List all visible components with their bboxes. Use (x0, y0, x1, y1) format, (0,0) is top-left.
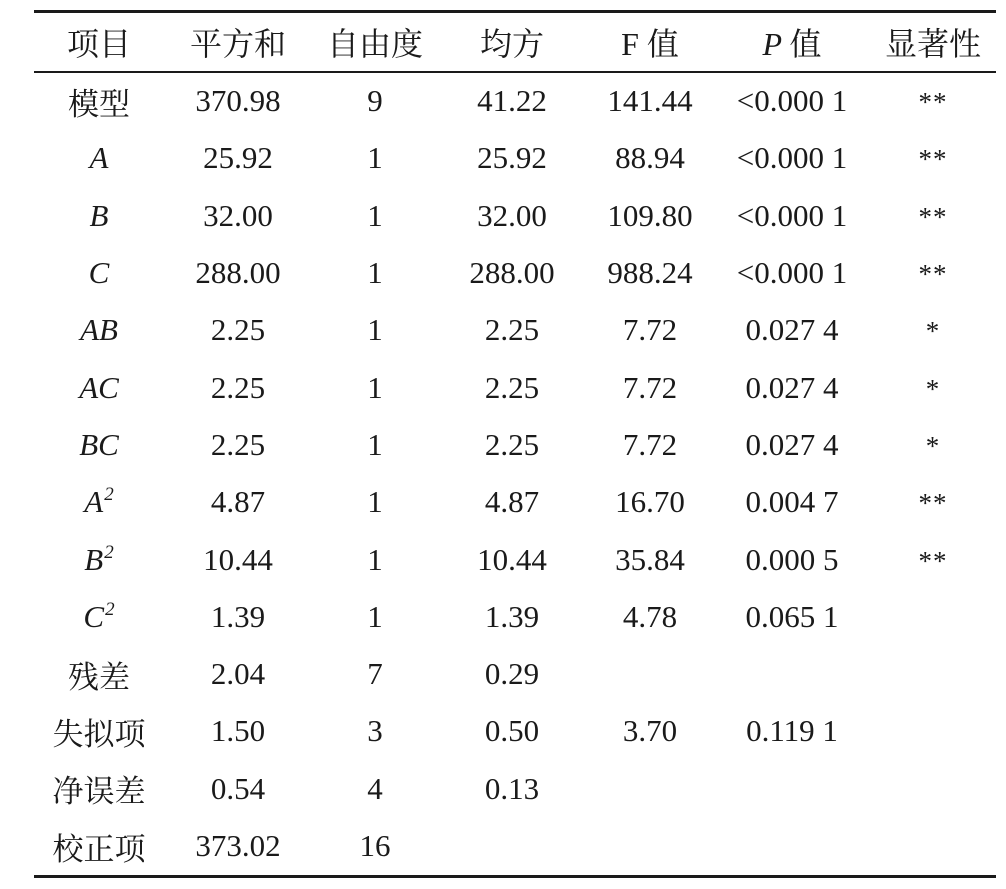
row-p-value-cell (714, 703, 870, 760)
row-degrees-of-freedom-value: 4 (367, 770, 383, 806)
row-significance-cell (870, 359, 996, 416)
row-mean-square-value: 0.50 (484, 713, 540, 749)
row-degrees-of-freedom-value: 1 (367, 312, 383, 348)
row-sum-of-squares-cell (164, 73, 312, 130)
row-degrees-of-freedom-cell (312, 187, 438, 244)
header-p-label: 值 (789, 26, 822, 62)
table-body (34, 73, 996, 875)
row-sum-of-squares-cell (164, 817, 312, 874)
row-p-value-value: 0.000 5 (745, 541, 839, 577)
header-sum-of-squares: 平方和 (189, 26, 286, 62)
row-item-superscript: 2 (104, 541, 114, 563)
row-sum-of-squares-value: 4.87 (210, 484, 266, 520)
row-significance-cell (870, 302, 996, 359)
row-f-value-cell (586, 645, 714, 702)
row-degrees-of-freedom-cell (312, 416, 438, 473)
row-item-cell (34, 817, 164, 874)
row-p-value-cell (714, 130, 870, 187)
row-f-value-cell (586, 760, 714, 817)
row-item-superscript: 2 (105, 598, 115, 620)
table-row (34, 531, 996, 588)
row-degrees-of-freedom-value: 1 (367, 484, 383, 520)
row-mean-square-value: 2.25 (484, 426, 540, 462)
row-f-value-value: 4.78 (622, 598, 678, 634)
row-sum-of-squares-cell (164, 302, 312, 359)
row-f-value-cell (586, 244, 714, 301)
row-p-value-value: <0.000 1 (736, 140, 848, 176)
row-f-value-cell (586, 703, 714, 760)
table-row (34, 588, 996, 645)
row-degrees-of-freedom-cell (312, 588, 438, 645)
row-degrees-of-freedom-cell (312, 73, 438, 130)
row-mean-square-value: 1.39 (484, 598, 540, 634)
row-p-value-value: 0.119 1 (746, 713, 838, 749)
row-p-value-cell (714, 359, 870, 416)
row-p-value-value: <0.000 1 (736, 255, 848, 291)
row-sum-of-squares-value: 2.25 (210, 312, 266, 348)
row-mean-square-cell (438, 645, 586, 702)
row-item-cell (34, 130, 164, 187)
row-item-label: 模型 (68, 86, 130, 122)
row-p-value-cell (714, 416, 870, 473)
row-p-value-cell (714, 588, 870, 645)
row-mean-square-cell (438, 474, 586, 531)
row-f-value-cell (586, 73, 714, 130)
row-mean-square-cell (438, 817, 586, 874)
row-f-value-cell (586, 302, 714, 359)
row-mean-square-cell (438, 187, 586, 244)
row-item-label: 残差 (68, 659, 130, 695)
row-p-value-cell (714, 817, 870, 874)
row-degrees-of-freedom-cell (312, 359, 438, 416)
row-f-value-cell (586, 130, 714, 187)
row-significance-cell (870, 130, 996, 187)
row-p-value-value: 0.027 4 (745, 312, 839, 348)
row-item-cell (34, 588, 164, 645)
row-degrees-of-freedom-cell (312, 760, 438, 817)
row-significance-cell (870, 645, 996, 702)
row-significance-cell (870, 760, 996, 817)
row-significance-value: ** (918, 201, 948, 232)
row-item-cell (34, 73, 164, 130)
row-item-label: A (84, 484, 104, 520)
row-mean-square-cell (438, 760, 586, 817)
row-f-value-value: 35.84 (615, 541, 685, 577)
row-item-label: 净误差 (52, 774, 146, 810)
row-mean-square-value: 288.00 (469, 255, 555, 291)
row-f-value-cell (586, 531, 714, 588)
row-item-label: C (83, 598, 105, 634)
table-row (34, 703, 996, 760)
row-p-value-value: <0.000 1 (736, 197, 848, 233)
row-f-value-cell (586, 416, 714, 473)
table-row (34, 302, 996, 359)
row-significance-cell (870, 416, 996, 473)
row-sum-of-squares-value: 288.00 (195, 255, 281, 291)
row-item-cell (34, 416, 164, 473)
row-f-value-cell (586, 359, 714, 416)
row-p-value-cell (714, 760, 870, 817)
header-p-value (714, 13, 870, 71)
row-mean-square-cell (438, 302, 586, 359)
header-p-letter: P (762, 26, 790, 62)
row-item-label: BC (79, 426, 119, 462)
row-degrees-of-freedom-value: 1 (367, 140, 383, 176)
row-p-value-cell (714, 73, 870, 130)
row-mean-square-cell (438, 416, 586, 473)
table-row (34, 130, 996, 187)
row-sum-of-squares-cell (164, 474, 312, 531)
row-item-label: 失拟项 (52, 716, 146, 752)
row-f-value-value: 109.80 (607, 197, 693, 233)
row-mean-square-cell (438, 359, 586, 416)
table-row (34, 416, 996, 473)
row-item-cell (34, 645, 164, 702)
row-degrees-of-freedom-cell (312, 703, 438, 760)
row-mean-square-cell (438, 531, 586, 588)
row-significance-value: ** (918, 545, 948, 576)
row-degrees-of-freedom-value: 7 (367, 656, 383, 692)
row-mean-square-value: 0.13 (484, 770, 540, 806)
row-sum-of-squares-value: 1.50 (210, 713, 266, 749)
row-mean-square-value: 32.00 (477, 197, 547, 233)
row-degrees-of-freedom-value: 1 (367, 255, 383, 291)
row-item-superscript: 2 (104, 484, 114, 506)
anova-table-container (34, 10, 996, 878)
row-sum-of-squares-value: 2.25 (210, 426, 266, 462)
row-item-label: B (84, 541, 104, 577)
row-degrees-of-freedom-cell (312, 531, 438, 588)
row-sum-of-squares-value: 32.00 (203, 197, 273, 233)
row-f-value-cell (586, 588, 714, 645)
row-significance-value: * (925, 316, 941, 347)
row-mean-square-value: 25.92 (477, 140, 547, 176)
row-f-value-value: 141.44 (607, 83, 693, 119)
row-f-value-cell (586, 187, 714, 244)
row-mean-square-cell (438, 244, 586, 301)
row-p-value-value: 0.065 1 (745, 598, 839, 634)
row-item-cell (34, 531, 164, 588)
row-f-value-value: 7.72 (622, 426, 678, 462)
row-item-cell (34, 760, 164, 817)
row-f-value-cell (586, 474, 714, 531)
row-mean-square-value: 10.44 (477, 541, 547, 577)
row-degrees-of-freedom-value: 1 (367, 541, 383, 577)
row-item-label: AC (79, 369, 119, 405)
row-f-value-value: 3.70 (622, 713, 678, 749)
row-degrees-of-freedom-cell (312, 244, 438, 301)
row-sum-of-squares-value: 0.54 (210, 770, 266, 806)
row-item-label: B (89, 197, 109, 233)
row-mean-square-value: 2.25 (484, 369, 540, 405)
row-sum-of-squares-cell (164, 359, 312, 416)
row-sum-of-squares-value: 370.98 (195, 83, 281, 119)
row-significance-cell (870, 73, 996, 130)
row-degrees-of-freedom-value: 9 (367, 83, 383, 119)
row-significance-value: * (925, 430, 941, 461)
row-significance-cell (870, 244, 996, 301)
row-item-label: C (88, 255, 110, 291)
header-item: 项目 (66, 26, 131, 62)
row-item-label: 校正项 (52, 831, 146, 867)
row-sum-of-squares-cell (164, 130, 312, 187)
row-p-value-value: <0.000 1 (736, 83, 848, 119)
table-row (34, 187, 996, 244)
row-p-value-cell (714, 244, 870, 301)
row-item-label: AB (80, 312, 118, 348)
row-f-value-value: 7.72 (622, 369, 678, 405)
table-row (34, 359, 996, 416)
row-mean-square-cell (438, 703, 586, 760)
anova-table (34, 13, 996, 875)
row-sum-of-squares-cell (164, 645, 312, 702)
row-degrees-of-freedom-cell (312, 817, 438, 874)
row-significance-cell (870, 474, 996, 531)
row-degrees-of-freedom-value: 1 (367, 197, 383, 233)
row-f-value-value: 7.72 (622, 312, 678, 348)
row-mean-square-cell (438, 130, 586, 187)
table-row (34, 244, 996, 301)
row-degrees-of-freedom-value: 16 (359, 828, 391, 863)
row-sum-of-squares-cell (164, 531, 312, 588)
row-item-cell (34, 302, 164, 359)
row-sum-of-squares-cell (164, 760, 312, 817)
row-sum-of-squares-cell (164, 703, 312, 760)
row-degrees-of-freedom-value: 3 (367, 713, 383, 749)
table-row (34, 474, 996, 531)
row-mean-square-value: 41.22 (477, 83, 547, 119)
header-mean-square: 均方 (479, 26, 544, 62)
header-f-value: F 值 (621, 26, 679, 62)
row-sum-of-squares-cell (164, 416, 312, 473)
row-item-cell (34, 244, 164, 301)
row-sum-of-squares-value: 1.39 (210, 598, 266, 634)
row-mean-square-value: 4.87 (484, 484, 540, 520)
row-mean-square-cell (438, 73, 586, 130)
row-f-value-cell (586, 817, 714, 874)
table-row (34, 73, 996, 130)
table-header-row (34, 13, 996, 71)
header-degrees-of-freedom: 自由度 (326, 26, 423, 62)
row-degrees-of-freedom-cell (312, 645, 438, 702)
row-p-value-value: 0.004 7 (745, 484, 839, 520)
row-f-value-value: 88.94 (615, 140, 685, 176)
table-row (34, 760, 996, 817)
row-sum-of-squares-cell (164, 187, 312, 244)
row-significance-value: ** (918, 144, 948, 175)
row-degrees-of-freedom-cell (312, 130, 438, 187)
row-sum-of-squares-cell (164, 588, 312, 645)
row-item-cell (34, 187, 164, 244)
row-sum-of-squares-value: 10.44 (203, 541, 273, 577)
row-degrees-of-freedom-cell (312, 474, 438, 531)
row-item-cell (34, 703, 164, 760)
table-bottom-rule (34, 875, 996, 878)
row-p-value-value: 0.027 4 (745, 369, 839, 405)
table-row (34, 645, 996, 702)
row-degrees-of-freedom-cell (312, 302, 438, 359)
row-significance-value: ** (918, 488, 948, 519)
row-significance-cell (870, 187, 996, 244)
table-row (34, 817, 996, 874)
row-mean-square-value: 2.25 (484, 312, 540, 348)
row-p-value-cell (714, 187, 870, 244)
row-item-cell (34, 474, 164, 531)
row-sum-of-squares-value: 373.02 (195, 828, 281, 863)
row-item-label: A (89, 140, 109, 176)
row-significance-value: * (925, 373, 941, 404)
row-sum-of-squares-value: 2.25 (210, 369, 266, 405)
row-degrees-of-freedom-value: 1 (367, 369, 383, 405)
row-significance-cell (870, 531, 996, 588)
row-p-value-value: 0.027 4 (745, 426, 839, 462)
row-item-cell (34, 359, 164, 416)
row-significance-cell (870, 817, 996, 874)
row-significance-value: ** (918, 259, 948, 290)
header-significance: 显著性 (884, 26, 981, 62)
row-p-value-cell (714, 302, 870, 359)
row-sum-of-squares-value: 2.04 (210, 656, 266, 692)
row-significance-cell (870, 703, 996, 760)
row-sum-of-squares-value: 25.92 (203, 140, 273, 176)
row-p-value-cell (714, 474, 870, 531)
row-degrees-of-freedom-value: 1 (367, 426, 383, 462)
row-mean-square-cell (438, 588, 586, 645)
row-significance-cell (870, 588, 996, 645)
row-mean-square-value: 0.29 (484, 656, 540, 692)
row-degrees-of-freedom-value: 1 (367, 598, 383, 634)
row-f-value-value: 988.24 (607, 255, 693, 291)
row-significance-value: ** (918, 87, 948, 118)
row-f-value-value: 16.70 (615, 484, 685, 520)
row-p-value-cell (714, 645, 870, 702)
row-sum-of-squares-cell (164, 244, 312, 301)
row-p-value-cell (714, 531, 870, 588)
